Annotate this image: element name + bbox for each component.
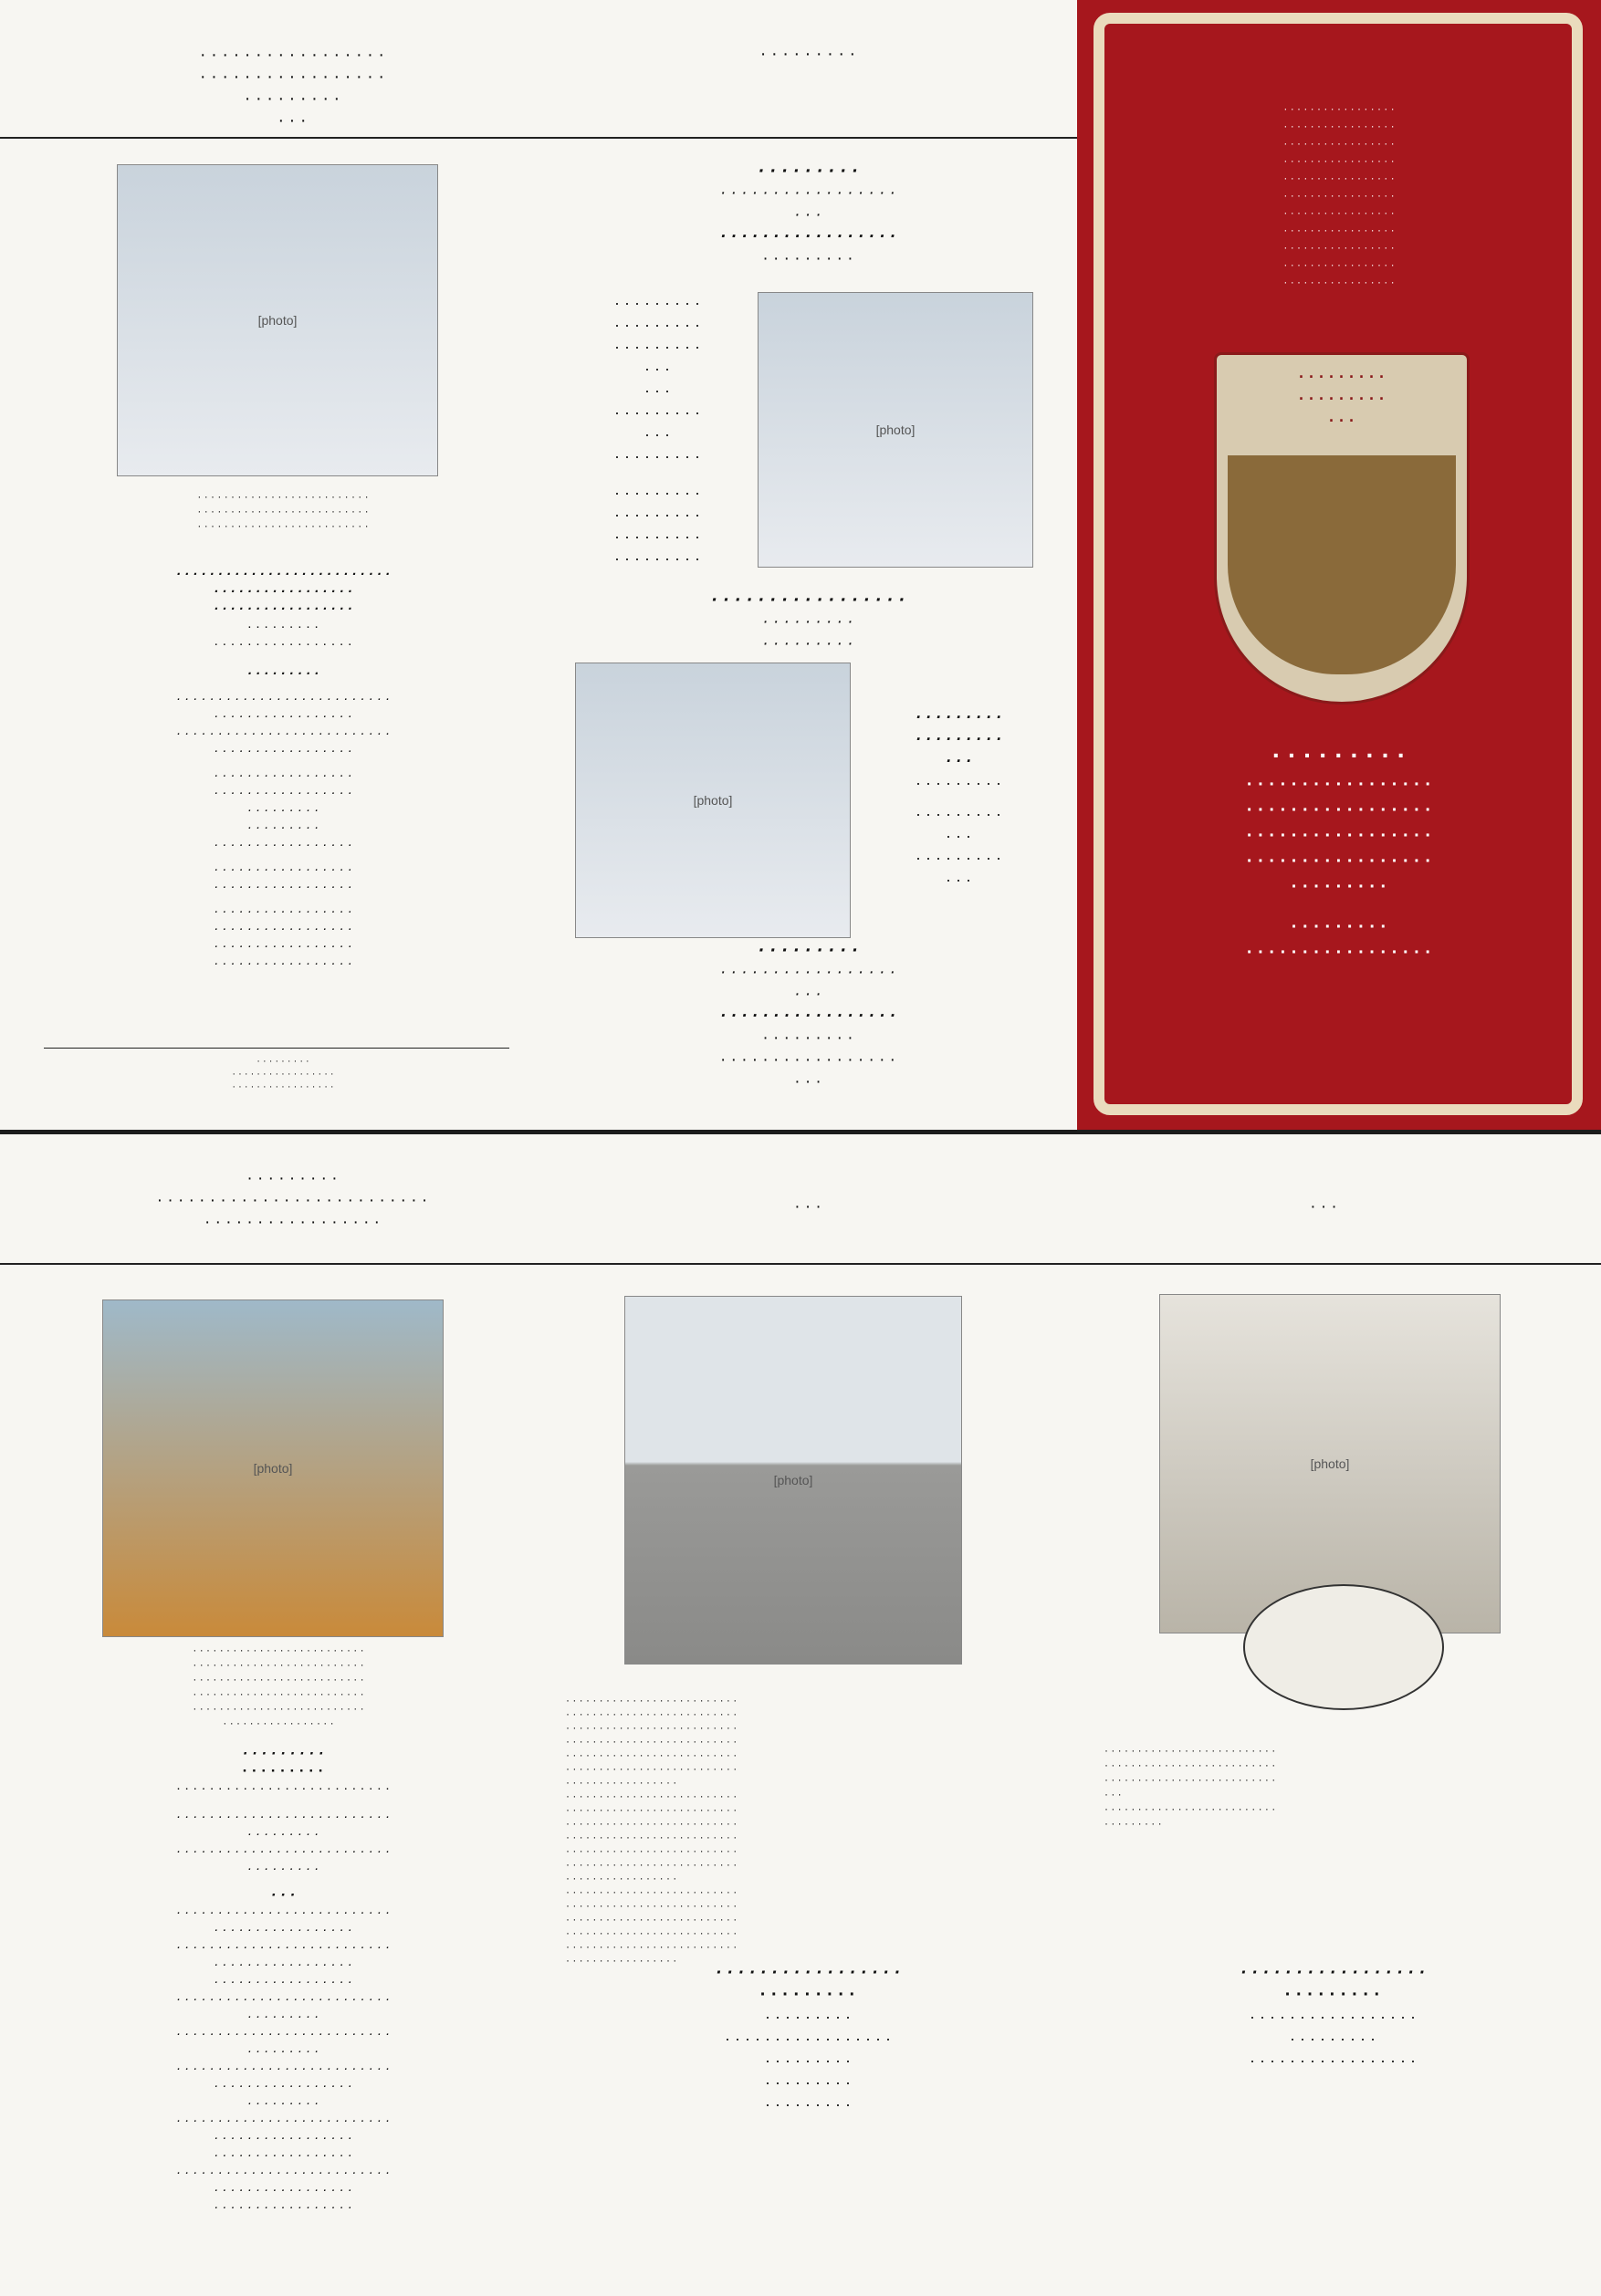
photo-bottom-right xyxy=(1159,1294,1501,1633)
text-block-top-center-4: · · · · · · · · · · · · · · · · · · · · · · · · · · · · · · · · · · · · · · · · · · · · · · · · · · · · · · xyxy=(916,708,1001,889)
photo-label: [photo] xyxy=(773,1473,813,1487)
photo-label: [photo] xyxy=(875,423,916,437)
text-block-top-center-1: · · · · · · · · · · · · · · · · · · · · · · · · · · · · · · · · · · · · · · · · · · · · · · · · · · · · · · · xyxy=(719,161,896,268)
text-block-bottom-center: · · · · · · · · · · · · · · · · · · · · · · · · · · · · · · · · · · · · · · · · · · · · · · · · · · · · · · · · · · · · · · · · · · · · · · · · · · · · · · · xyxy=(715,1963,901,2113)
caption-bottom-right: · · · · · · · · · · · · · · · · · · · · · · · · · · · · · · · · · · · · · · · · · · · · · · · · · · · · · · · · · · · · · · · · · · · · · · · · · · · · · · · · · · · · · · · · · · · · · · · · · · · · · · · · · · · · · · · · · · · · xyxy=(1104,1744,1276,1830)
caption-top-left: · · · · · · · · · · · · · · · · · · · · · · · · · · · · · · · · · · · · · · · · · · · · · · · · · · · · · · · · · · · · · · · · · · · · · · · · · · · · · · xyxy=(197,490,369,532)
text-block-top-left: · · · · · · · · · · · · · · · · · · · · · · · · · · · · · · · · · · · · · · · · · · · · · · · · · · · · · · · · · · · · · · · · · · · · · · · · · · · · · · · · · · · · · · · · · · · · · · · · · · · · · · · · · · · · · · · · · · · · · · · · · · · · · · · · · · · · · · · · · · · · · · · · · · · · · · · · · · · · · · · · · · · · · · · · · · · · · · · · · · · · · · · · · · · · · · · · · · · · · · · · · · · · · · · · · · · · · · · · · · · · · · · · · · · · · · · · · · · · · · · · · · · · · · · · · · · · · · · · · · · · · · · · · · · · · · · · · · · · · · · · · · · · · · · · · · · · · · · · · · · · · · · · · · · · · · · · · · · · · · · · · · · · · · · · · · · · · · · · · · · · · · · · · · · · · · · · xyxy=(175,567,391,971)
cover-org-list: · · · · · · · · · · · · · · · · · · · · · · · · · · · · · · · · · · · · · · · · · · · · · · · · · · · · · · · · · · · · · · · · · · · · · · · · · · · · · · · · · · · · · · · · · · · · · · · · · · · · · · · · · · · · · · · · · · · · · · · · · · · · · · · · · · · · · · · · · · · · · · · · · · · · · · · · · · · · · · · · · · · · · · · · · · · · · · · · · · · · · · · · · · · xyxy=(1283,102,1395,288)
cover-emblem-photo xyxy=(1228,455,1456,674)
header-rule-bottom xyxy=(0,1263,1601,1265)
photo-label: [photo] xyxy=(253,1461,293,1476)
header-rule-top xyxy=(0,137,1077,139)
photo-top-center-2 xyxy=(575,663,851,938)
text-block-top-center-3: · · · · · · · · · · · · · · · · · · · · · · · · · · · · · · · · · · · xyxy=(710,590,905,653)
caption-bottom-left: · · · · · · · · · · · · · · · · · · · · · · · · · · · · · · · · · · · · · · · · · · · · · · · · · · · · · · · · · · · · · · · · · · · · · · · · · · · · · · · · · · · · · · · · · · · · · · · · · · · · · · · · · · · · · · · · · · · · · · · · · · · · · · · · · · · · · · · · · · · · · · · · · · · xyxy=(193,1644,364,1729)
cover-emblem xyxy=(1214,352,1470,704)
caption-bottom-center: · · · · · · · · · · · · · · · · · · · · · · · · · · · · · · · · · · · · · · · · · · · · · · · · · · · · · · · · · · · · · · · · · · · · · · · · · · · · · · · · · · · · · · · · · · · · · · · · · · · · · · · · · · · · · · · · · · · · · · · · · · · · · · · · · · · · · · · · · · · · · · · · · · · · · · · · · · · · · · · · · · · · · · · · · · · · · · · · · · · · · · · · · · · · · · · · · · · · · · · · · · · · · · · · · · · · · · · · · · · · · · · · · · · · · · · · · · · · · · · · · · · · · · · · · · · · · · · · · · · · · · · · · · · · · · · · · · · · · · · · · · · · · · · · · · · · · · · · · · · · · · · · · · · · · · · · · · · · · · · · · · · · · · · · · · · · · · · · · · · · · · · · · · · · · · · · · · · · · · · · · · · · · · · · · · · · · · · · · · · · · · · · · · · · · · · · · · · · · · · · · · · · · · · · · · · · · · · · · · · · · · · · · · · · · · · · · · · · · · · · · · · · · · · · · · · · · · · · · · · · · · · · · · · · · · · · · · · · · · · · · · · · · · · · · · · · · xyxy=(566,1694,738,1967)
photo-label: [photo] xyxy=(257,313,298,328)
photo-label: [photo] xyxy=(1310,1456,1350,1471)
header-text-bottom-left: · · · · · · · · · · · · · · · · · · · · · · · · · · · · · · · · · · · · · · · · · · · · · · · · · · · · xyxy=(156,1169,428,1232)
header-text-bottom-center: · · · xyxy=(794,1197,821,1216)
photo-label: [photo] xyxy=(693,793,733,808)
museum-logo xyxy=(1243,1584,1444,1710)
cover-title: · · · · · · · · · · · · · · · · · · · · · · · · · · · · · · · · · · · · · · · · · · · · · · · · · · · · · · · · · · · · · · · · · · · · · · · · · · · · · · · · · · · · · · · · · · · · · · · · · · · · · · · · · · · · · · · · xyxy=(1246,741,1432,963)
sheet-gap xyxy=(0,1130,1601,1134)
cover-panel xyxy=(1077,0,1601,1130)
text-block-top-center-5: · · · · · · · · · · · · · · · · · · · · · · · · · · · · · · · · · · · · · · · · · · · · · · · · · · · · · · · · · · · · · · · · · · · · · · · · · · · xyxy=(719,940,896,1091)
photo-bottom-center xyxy=(624,1296,962,1665)
header-text-bottom-right: · · · xyxy=(1310,1197,1337,1216)
photo-top-left xyxy=(117,164,438,476)
imprint-text: · · · · · · · · · · · · · · · · · · · · · · · · · · · · · · · · · · · · · · · · · · · xyxy=(232,1056,334,1092)
cover-emblem-title: · · · · · · · · · · · · · · · · · · · · · xyxy=(1299,368,1385,430)
photo-top-center-1 xyxy=(758,292,1033,568)
text-block-bottom-left: · · · · · · · · · · · · · · · · · · · · · · · · · · · · · · · · · · · · · · · · · · · · · · · · · · · · · · · · · · · · · · · · · · · · · · · · · · · · · · · · · · · · · · · · · · · · · · · · · · · · · · · · · · · · · · · · · · · · · · · · · · · · · · · · · · · · · · · · · · · · · · · · · · · · · · · · · · · · · · · · · · · · · · · · · · · · · · · · · · · · · · · · · · · · · · · · · · · · · · · · · · · · · · · · · · · · · · · · · · · · · · · · · · · · · · · · · · · · · · · · · · · · · · · · · · · · · · · · · · · · · · · · · · · · · · · · · · · · · · · · · · · · · · · · · · · · · · · · · · · · · · · · · · · · · · · · · · · · · · · · · · · · · · · · · · · · · · · · · · · · · · · · · · · · · · · · · · · · · · · · · · · · · · · · · · · · · · · · · · · · · · · · · · · · · · · · · · · · · · · · · · · · · · · · · · · · · · · · · · · · · · · · · · · · · · · · · · · · · · · · · · · · · · · · · · · · · · · · · · · · · · xyxy=(175,1745,391,2215)
photo-bottom-left xyxy=(102,1299,444,1637)
imprint-rule xyxy=(44,1048,509,1049)
header-text-top-center: · · · · · · · · · xyxy=(759,44,856,64)
text-block-top-center-2: · · · · · · · · · · · · · · · · · · · · · · · · · · · · · · · · · · · · · · · · · · · · · · · · · · · · · · · · · · · · · · · · · · · · · · · · · · · · · · · · · · · · · · · · · · xyxy=(614,294,700,568)
text-block-bottom-right: · · · · · · · · · · · · · · · · · · · · · · · · · · · · · · · · · · · · · · · · · · · · · · · · · · · · · · · · · · · · · · · · · · · · · xyxy=(1240,1963,1426,2070)
header-text-top-left: · · · · · · · · · · · · · · · · · · · · · · · · · · · · · · · · · · · · · · · · · · · · · · xyxy=(199,45,385,130)
